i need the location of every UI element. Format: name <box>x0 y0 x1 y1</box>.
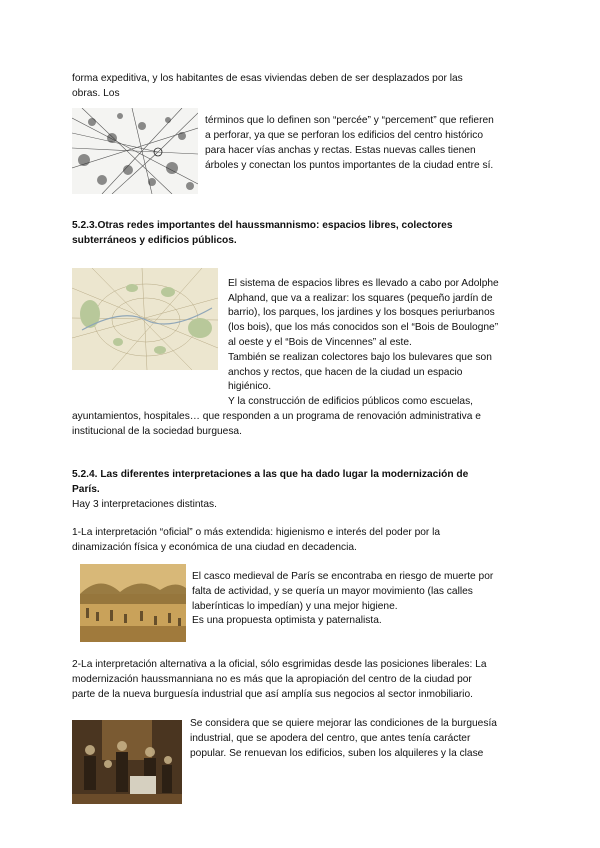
percee-line-3: para hacer vías anchas y rectas. Estas nuevas calles tienen <box>205 145 476 156</box>
burguesia-line-1: Se considera que se quiere mejorar las condiciones de la burguesía <box>190 718 497 729</box>
interpretation-2-line-2: modernización haussmanniana no es más que la apropiación del centro de la ciudad por <box>72 674 472 685</box>
section-5-2-3-para-line-7: anchos y rectos, que hacen de la ciudad un espacio <box>228 367 463 378</box>
boulevard-painting-image <box>80 564 186 642</box>
casco-line-3: laberínticas lo impedían) y una mejor higiene. <box>192 601 398 612</box>
section-5-2-3-para-line-3: barrio), los parques, los jardines y los bosques periurbanos <box>228 307 495 318</box>
section-5-2-3-para-line-9: Y la construcción de edificios públicos como escuelas, <box>228 396 474 407</box>
casco-line-1: El casco medieval de París se encontraba en riesgo de muerte por <box>192 571 494 582</box>
paris-parks-plan-image <box>72 268 218 370</box>
casco-line-2: falta de actividad, y se quería un mayor movimiento (las calles <box>192 586 473 597</box>
section-5-2-3-heading-line-2: subterráneos y edificios públicos. <box>72 235 237 246</box>
section-5-2-3-para-line-6: También se realizan colectores bajo los bulevares que son <box>228 352 492 363</box>
interpretation-2-line-1: 2-La interpretación alternativa a la oficial, sólo esgrimidas desde las posiciones liberales: La <box>72 659 487 670</box>
percee-line-4: árboles y conectan los puntos importantes de la ciudad entre sí. <box>205 160 494 171</box>
section-5-2-3-para-line-8: higiénico. <box>228 381 272 392</box>
section-5-2-3-para-line-4: (los bois), que los más conocidos son el “Bois de Boulogne” <box>228 322 499 333</box>
interior-scene-painting-image <box>72 720 182 804</box>
section-5-2-3-para-line-5: al oeste y el “Bois de Vincennes” al este. <box>228 337 412 348</box>
burguesia-line-2: industrial, que se apodera del centro, que antes tenía carácter <box>190 733 471 744</box>
intro-line-2: obras. Los <box>72 88 120 99</box>
percee-line-2: a perforar, ya que se perforan los edificios del centro histórico <box>205 130 484 141</box>
interpretation-2-line-3: parte de la nueva burguesía industrial que así amplía sus negocios al sector inmobiliario. <box>72 689 473 700</box>
percee-street-map-image <box>72 108 198 194</box>
section-5-2-3-heading-line-1: 5.2.3.Otras redes importantes del haussmannismo: espacios libres, colectores <box>72 220 453 231</box>
burguesia-line-3: popular. Se renuevan los edificios, suben los alquileres y la clase <box>190 748 484 759</box>
percee-line-1: términos que lo definen son “percée” y “percement” que refieren <box>205 115 494 126</box>
section-5-2-3-para-line-1: El sistema de espacios libres es llevado a cabo por Adolphe <box>228 278 499 289</box>
section-5-2-3-tail-line-2: institucional de la sociedad burguesa. <box>72 426 242 437</box>
section-5-2-4-heading-line-1: 5.2.4. Las diferentes interpretaciones a las que ha dado lugar la modernización de <box>72 469 469 480</box>
casco-line-4: Es una propuesta optimista y paternalista. <box>192 615 382 626</box>
section-5-2-3-tail-line-1: ayuntamientos, hospitales… que responden a un programa de renovación administrativa e <box>72 411 481 422</box>
section-5-2-4-heading-line-2: París. <box>72 484 100 495</box>
section-5-2-4-intro: Hay 3 interpretaciones distintas. <box>72 499 217 510</box>
interpretation-1-line-2: dinamización física y económica de una ciudad en decadencia. <box>72 542 357 553</box>
intro-line-1: forma expeditiva, y los habitantes de esas viviendas deben de ser desplazados por las <box>72 73 463 84</box>
interpretation-1-line-1: 1-La interpretación “oficial” o más extendida: higienismo e interés del poder por la <box>72 527 441 538</box>
section-5-2-3-para-line-2: Alphand, que va a realizar: los squares (pequeño jardín de <box>228 293 493 304</box>
